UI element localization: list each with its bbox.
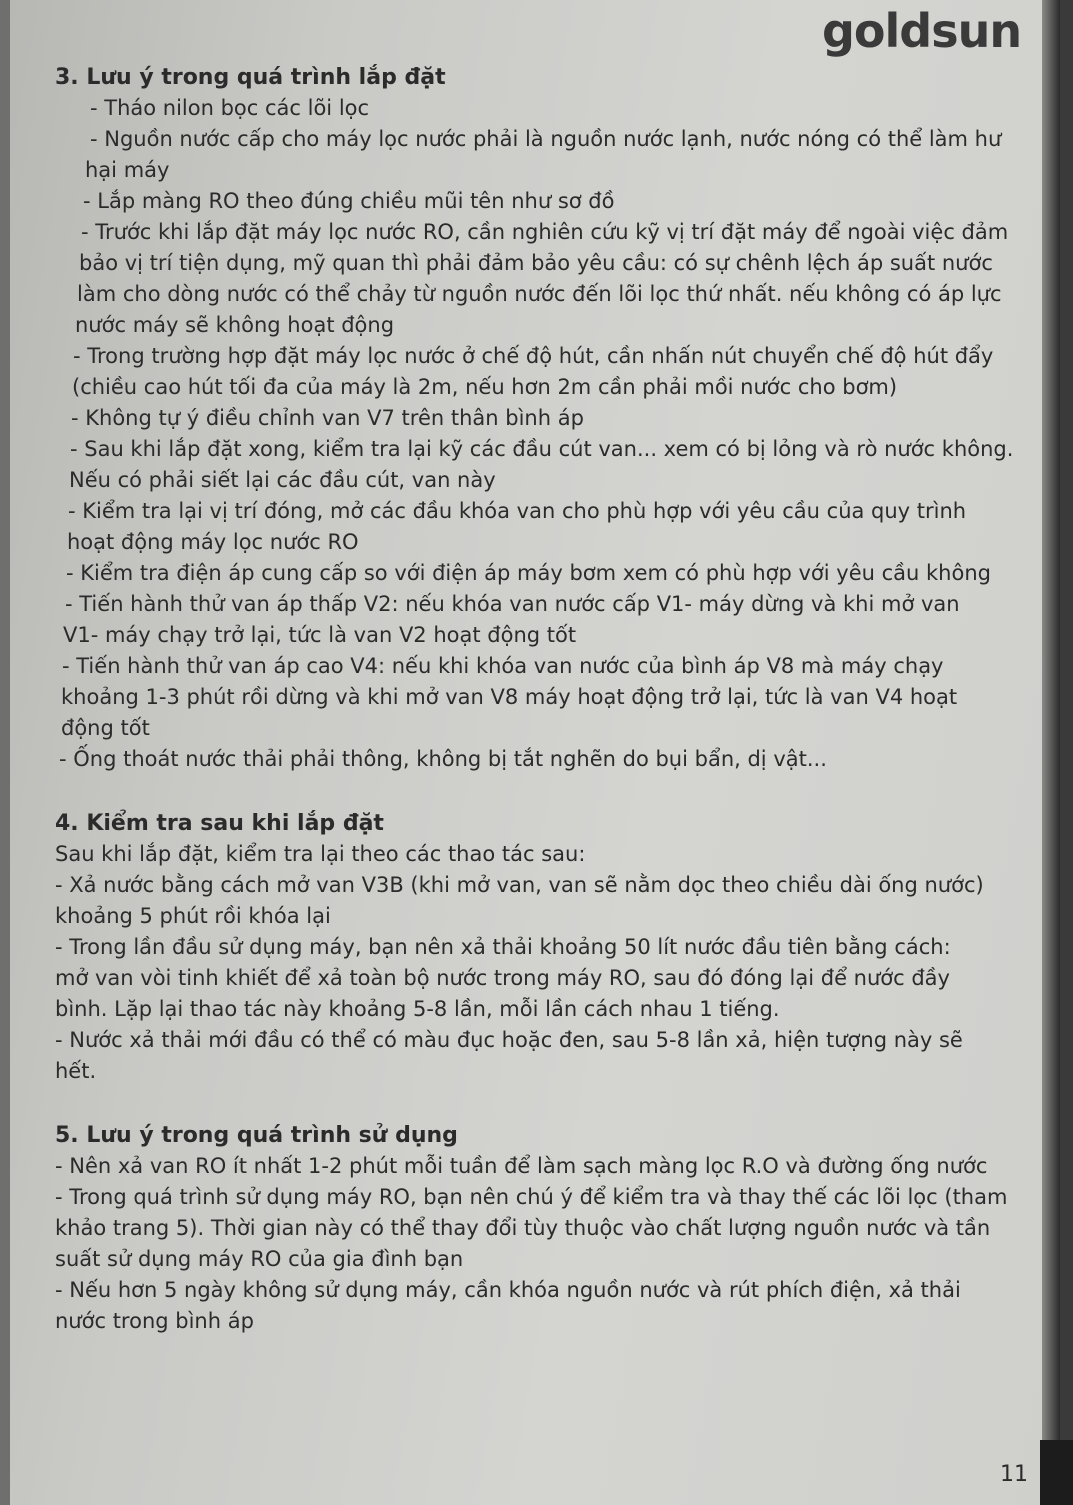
text-line: nước trong bình áp: [55, 1309, 254, 1333]
text-line: nước máy sẽ không hoạt động: [75, 313, 395, 337]
section-title: 3. Lưu ý trong quá trình lắp đặt: [55, 65, 446, 90]
section-spacer: [55, 1087, 1020, 1120]
text-line: suất sử dụng máy RO của gia đình bạn: [55, 1247, 464, 1271]
text-line: - Trước khi lắp đặt máy lọc nước RO, cần nghiên cứu kỹ vị trí đặt máy để ngoài việc đảm: [81, 220, 1009, 244]
text-line: - Tiến hành thử van áp thấp V2: nếu khóa van nước cấp V1- máy dừng và khi mở van: [65, 592, 960, 616]
section-5: [55, 1120, 1020, 1337]
section-4: [55, 808, 1020, 1087]
text-line: mở van vòi tinh khiết để xả toàn bộ nước trong máy RO, sau đó đóng lại để nước đầy: [55, 966, 950, 990]
text-line: - Trong trường hợp đặt máy lọc nước ở chế độ hút, cần nhấn nút chuyển chế độ hút đẩy: [73, 344, 994, 368]
page-right-edge: [1042, 0, 1060, 1505]
text-line: - Nên xả van RO ít nhất 1-2 phút mỗi tuần để làm sạch màng lọc R.O và đường ống nước: [55, 1154, 988, 1178]
text-line: Nếu có phải siết lại các đầu cút, van này: [69, 468, 496, 492]
text-line: khoảng 1-3 phút rồi dừng và khi mở van V8 máy hoạt động trở lại, tức là van V4 hoạt: [61, 685, 958, 709]
text-line: hại máy: [85, 158, 170, 182]
text-line: khảo trang 5). Thời gian này có thể thay đổi tùy thuộc vào chất lượng nguồn nước và tần: [55, 1216, 991, 1240]
document-page: [10, 0, 1060, 1505]
text-line: - Nước xả thải mới đầu có thể có màu đục hoặc đen, sau 5-8 lần xả, hiện tượng này sẽ: [55, 1028, 963, 1052]
text-line: V1- máy chạy trở lại, tức là van V2 hoạt động tốt: [63, 623, 577, 647]
text-line: - Trong lần đầu sử dụng máy, bạn nên xả thải khoảng 50 lít nước đầu tiên bằng cách:: [55, 935, 951, 959]
text-line: - Nếu hơn 5 ngày không sử dụng máy, cần khóa nguồn nước và rút phích điện, xả thải: [55, 1278, 961, 1302]
text-line: hoạt động máy lọc nước RO: [67, 530, 359, 554]
text-line: làm cho dòng nước có thể chảy từ nguồn nước đến lõi lọc thứ nhất. nếu không có áp lực: [77, 282, 1002, 306]
section-spacer: [55, 775, 1020, 808]
section-3: [55, 62, 1020, 775]
text-line: - Trong quá trình sử dụng máy RO, bạn nên chú ý để kiểm tra và thay thế các lõi lọc (tham: [55, 1185, 1008, 1209]
text-line: - Tháo nilon bọc các lõi lọc: [90, 96, 370, 120]
text-line: - Sau khi lắp đặt xong, kiểm tra lại kỹ các đầu cút van... xem có bị lỏng và rò nước không.: [70, 437, 1014, 461]
text-line: - Tiến hành thử van áp cao V4: nếu khi khóa van nước của bình áp V8 mà máy chạy: [62, 654, 944, 678]
page-corner-tab: [1040, 1440, 1073, 1505]
text-line: bảo vị trí tiện dụng, mỹ quan thì phải đảm bảo yêu cầu: có sự chênh lệch áp suất nước: [79, 251, 993, 275]
brand-logo: goldsun: [822, 4, 1022, 58]
text-line: - Xả nước bằng cách mở van V3B (khi mở van, van sẽ nằm dọc theo chiều dài ống nước): [55, 873, 984, 897]
text-line: - Lắp màng RO theo đúng chiều mũi tên như sơ đồ: [83, 189, 615, 213]
text-line: - Ống thoát nước thải phải thông, không bị tắt nghẽn do bụi bẩn, dị vật...: [59, 747, 827, 771]
text-line: hết.: [55, 1059, 97, 1083]
text-line: Sau khi lắp đặt, kiểm tra lại theo các thao tác sau:: [55, 842, 586, 866]
text-line: - Không tự ý điều chỉnh van V7 trên thân bình áp: [71, 406, 584, 430]
text-line: bình. Lặp lại thao tác này khoảng 5-8 lần, mỗi lần cách nhau 1 tiếng.: [55, 997, 780, 1021]
section-title: 4. Kiểm tra sau khi lắp đặt: [55, 811, 384, 836]
text-line: - Kiểm tra điện áp cung cấp so với điện áp máy bơm xem có phù hợp với yêu cầu không: [66, 561, 991, 585]
text-line: khoảng 5 phút rồi khóa lại: [55, 904, 331, 928]
text-line: - Nguồn nước cấp cho máy lọc nước phải là nguồn nước lạnh, nước nóng có thể làm hư: [90, 127, 1002, 151]
text-line: (chiều cao hút tối đa của máy là 2m, nếu hơn 2m cần phải mồi nước cho bơm): [72, 375, 898, 399]
page-number: 11: [1000, 1462, 1028, 1487]
page-left-edge: [0, 0, 10, 1505]
document-body: [55, 62, 1020, 1337]
text-line: - Kiểm tra lại vị trí đóng, mở các đầu khóa van cho phù hợp với yêu cầu của quy trình: [68, 499, 967, 523]
text-line: động tốt: [61, 716, 150, 740]
section-title: 5. Lưu ý trong quá trình sử dụng: [55, 1123, 458, 1148]
